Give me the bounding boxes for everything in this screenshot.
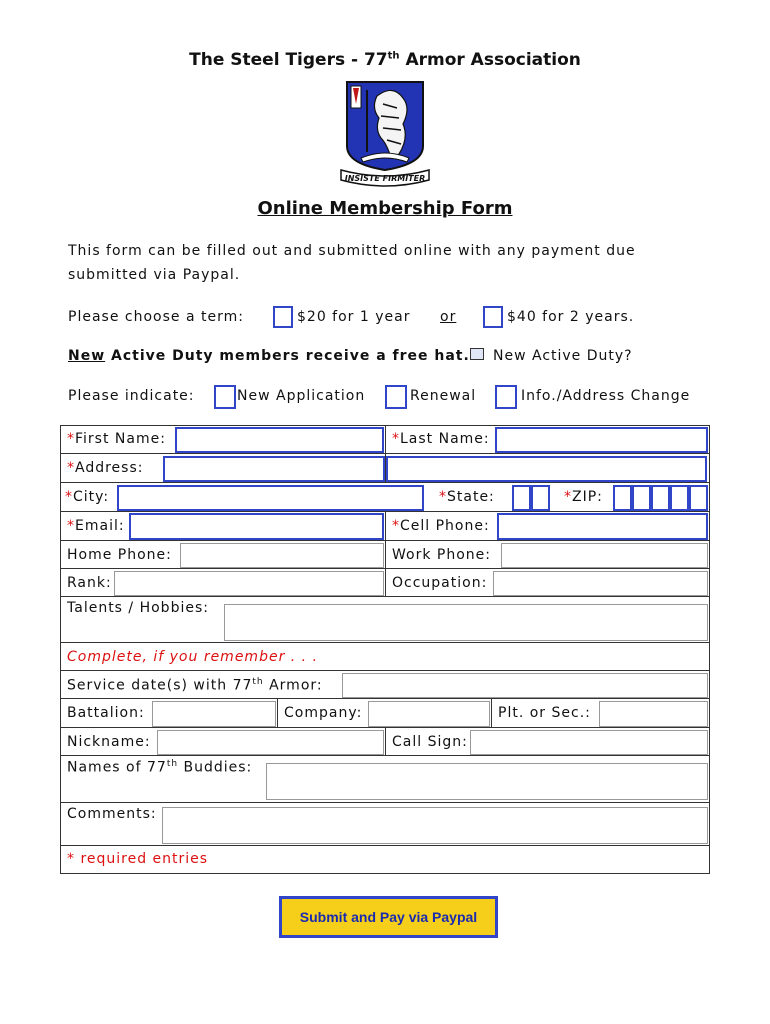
term-or: or	[440, 309, 457, 325]
company-input[interactable]	[368, 701, 490, 727]
row-city-state-zip	[61, 483, 709, 512]
talents-label: Talents / Hobbies:	[67, 600, 209, 616]
membership-form-table	[60, 425, 710, 874]
buddies-text: Names of 77	[67, 759, 167, 776]
zip-digit-4-input[interactable]	[670, 485, 689, 511]
form-title: Online Membership Form	[257, 198, 513, 219]
title-text-end: Armor Association	[399, 50, 581, 70]
row-email-cell	[61, 512, 709, 541]
row-buddies	[61, 756, 709, 803]
zip-digit-2-input[interactable]	[632, 485, 651, 511]
hat-notice	[68, 348, 470, 364]
home-phone-input[interactable]	[180, 543, 384, 568]
zip-digit-5-input[interactable]	[689, 485, 708, 511]
rank-label: Rank:	[67, 575, 112, 591]
info-change-label: Info./Address Change	[521, 388, 691, 404]
plt-sec-input[interactable]	[599, 701, 708, 727]
address-label	[67, 460, 143, 476]
divider	[385, 426, 386, 453]
buddies-label	[67, 759, 252, 776]
city-input[interactable]	[117, 485, 424, 511]
occupation-label: Occupation:	[392, 575, 488, 591]
call-sign-label: Call Sign:	[392, 734, 468, 750]
crest-logo	[337, 78, 433, 194]
email-text: Email:	[75, 518, 125, 534]
hat-notice-rest: Active Duty members receive a free hat.	[105, 348, 470, 364]
required-marker: *	[67, 460, 75, 476]
divider	[385, 569, 386, 596]
complete-note: Complete, if you remember . . .	[67, 649, 319, 665]
call-sign-input[interactable]	[470, 730, 708, 755]
row-unit	[61, 699, 709, 728]
row-complete-note	[61, 643, 709, 671]
nickname-label: Nickname:	[67, 734, 151, 750]
new-active-duty-label: New Active Duty?	[493, 348, 633, 364]
service-text-end: Armor:	[263, 677, 323, 694]
work-phone-label: Work Phone:	[392, 547, 491, 563]
row-phones	[61, 541, 709, 569]
home-phone-label: Home Phone:	[67, 547, 172, 563]
zip-digit-3-input[interactable]	[651, 485, 670, 511]
plt-sec-label: Plt. or Sec.:	[498, 705, 591, 721]
zip-digit-1-input[interactable]	[613, 485, 632, 511]
service-sup: th	[252, 677, 264, 687]
required-marker: *	[67, 518, 75, 534]
state-char-1-input[interactable]	[512, 485, 531, 511]
last-name-text: Last Name:	[400, 431, 490, 447]
renewal-checkbox[interactable]	[385, 385, 407, 409]
row-names	[61, 426, 709, 454]
divider	[385, 728, 386, 755]
page-title	[0, 50, 770, 70]
buddies-sup: th	[166, 759, 179, 769]
intro-line-2: submitted via Paypal.	[68, 267, 241, 283]
row-nickname-callsign	[61, 728, 709, 756]
term-2-year-checkbox[interactable]	[483, 306, 503, 328]
comments-label: Comments:	[67, 806, 157, 822]
required-marker: *	[67, 431, 75, 447]
first-name-text: First Name:	[75, 431, 166, 447]
term-prompt: Please choose a term:	[68, 309, 244, 325]
term-2-year-label: $40 for 2 years.	[507, 309, 635, 325]
battalion-label: Battalion:	[67, 705, 145, 721]
new-active-duty-checkbox[interactable]	[470, 348, 484, 360]
row-talents	[61, 597, 709, 643]
state-text: State:	[447, 489, 495, 505]
service-dates-input[interactable]	[342, 673, 708, 698]
cell-phone-text: Cell Phone:	[400, 518, 490, 534]
cell-phone-input[interactable]	[497, 513, 708, 540]
term-1-year-checkbox[interactable]	[273, 306, 293, 328]
crest-motto: INSISTE FIRMITER	[344, 174, 426, 183]
divider	[491, 699, 492, 727]
new-application-label: New Application	[237, 388, 366, 404]
occupation-input[interactable]	[493, 571, 708, 596]
first-name-label	[67, 431, 166, 447]
divider	[385, 541, 386, 568]
row-comments	[61, 803, 709, 846]
cell-phone-label	[392, 518, 490, 534]
address-input-line-2[interactable]	[386, 456, 707, 482]
intro-line-1: This form can be filled out and submitted online with any payment due	[68, 243, 636, 259]
work-phone-input[interactable]	[501, 543, 708, 568]
zip-text: ZIP:	[572, 489, 603, 505]
renewal-label: Renewal	[410, 388, 477, 404]
rank-input[interactable]	[114, 571, 384, 596]
submit-paypal-button[interactable]: Submit and Pay via Paypal	[279, 896, 498, 938]
indicate-prompt: Please indicate:	[68, 388, 195, 404]
city-label	[65, 489, 109, 505]
title-superscript: th	[387, 50, 400, 62]
row-service-dates	[61, 671, 709, 699]
required-marker: *	[392, 431, 400, 447]
required-marker: *	[439, 489, 447, 505]
company-label: Company:	[284, 705, 363, 721]
row-rank-occupation	[61, 569, 709, 597]
comments-input[interactable]	[162, 807, 708, 844]
buddies-input[interactable]	[266, 763, 708, 800]
row-required-note	[61, 846, 709, 873]
address-text: Address:	[75, 460, 144, 476]
new-application-checkbox[interactable]	[214, 385, 236, 409]
info-change-checkbox[interactable]	[495, 385, 517, 409]
first-name-input[interactable]	[175, 427, 384, 453]
zip-label	[564, 489, 603, 505]
last-name-label	[392, 431, 490, 447]
divider	[385, 512, 386, 540]
talents-input[interactable]	[224, 604, 708, 641]
city-text: City:	[73, 489, 110, 505]
email-label	[67, 518, 125, 534]
service-dates-label	[67, 677, 323, 694]
nickname-input[interactable]	[157, 730, 384, 755]
battalion-input[interactable]	[152, 701, 276, 727]
state-char-2-input[interactable]	[531, 485, 550, 511]
hat-new-word: New	[68, 348, 106, 364]
address-input-line-1[interactable]	[163, 456, 385, 482]
title-text: The Steel Tigers - 77	[189, 50, 388, 70]
term-1-year-label: $20 for 1 year	[297, 309, 411, 325]
state-label	[439, 489, 495, 505]
divider	[277, 699, 278, 727]
required-marker: *	[65, 489, 73, 505]
required-note: * required entries	[67, 851, 209, 867]
last-name-input[interactable]	[495, 427, 708, 453]
required-marker: *	[564, 489, 572, 505]
required-marker: *	[392, 518, 400, 534]
email-input[interactable]	[129, 513, 384, 540]
row-address	[61, 454, 709, 483]
service-text: Service date(s) with 77	[67, 677, 253, 694]
buddies-text-end: Buddies:	[178, 759, 253, 776]
